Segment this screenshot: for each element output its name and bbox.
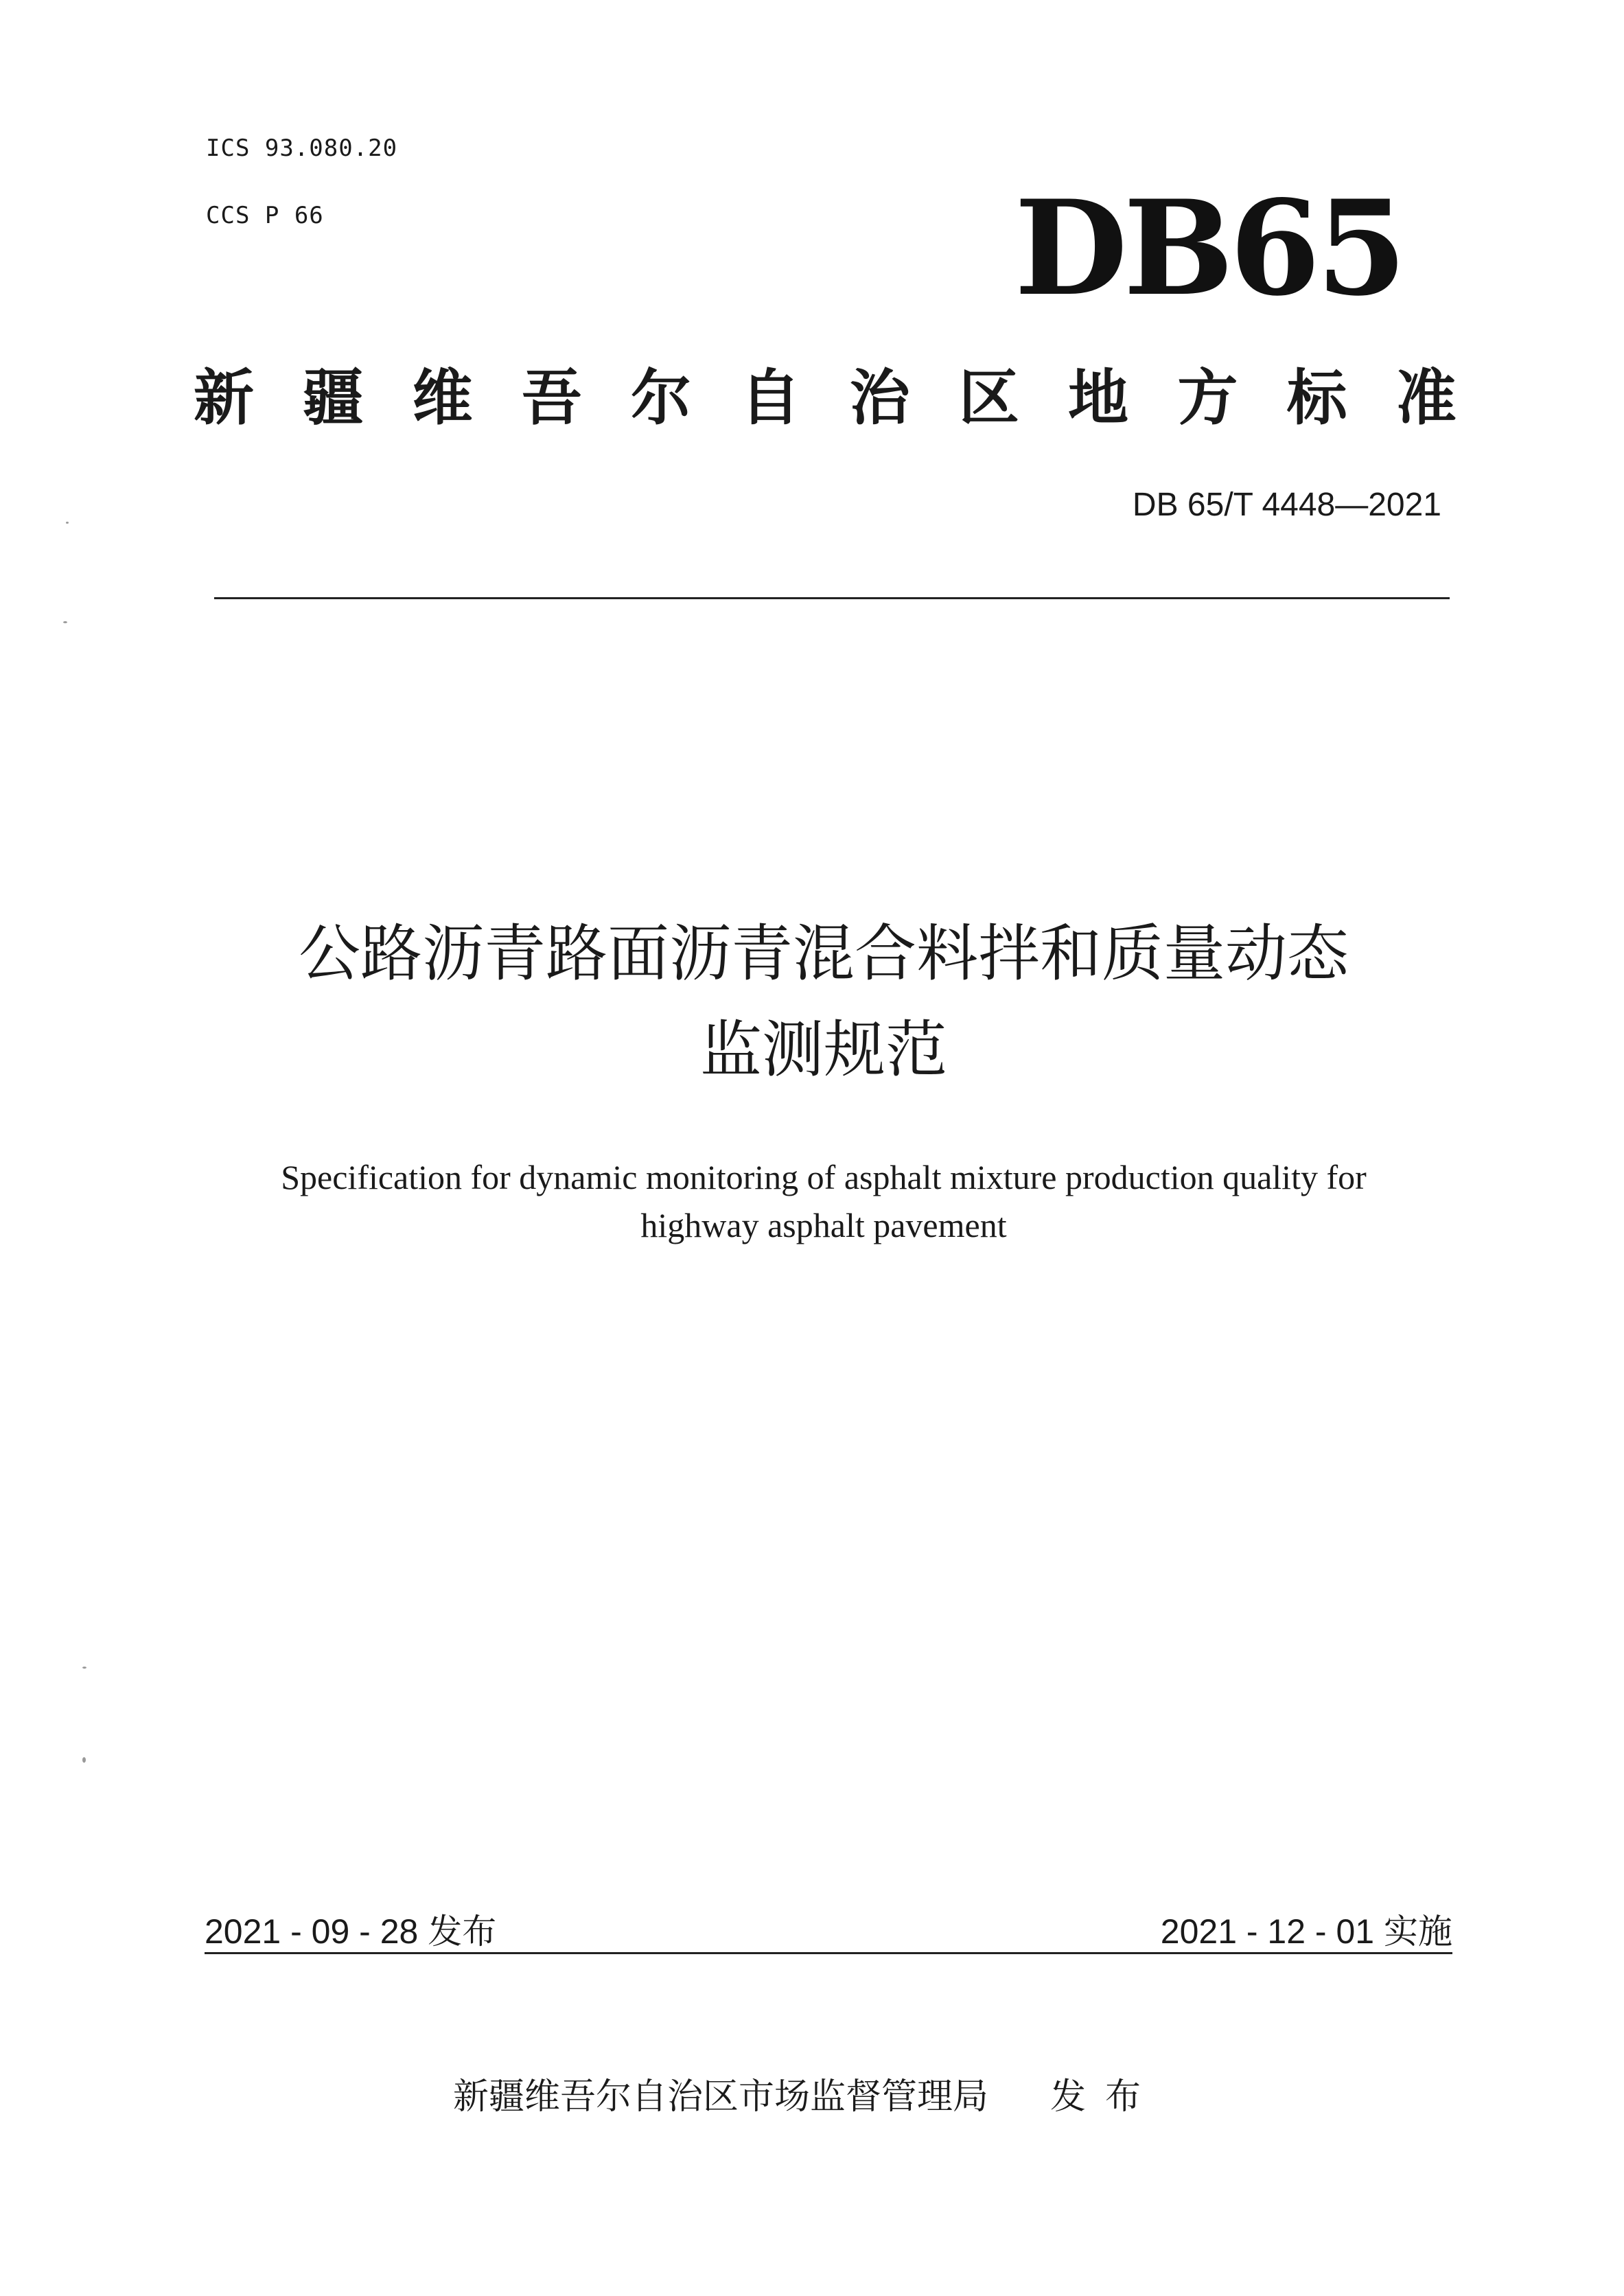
standard-type-char: 准 — [1395, 362, 1457, 433]
header-divider — [214, 597, 1450, 599]
standard-type-char: 地 — [1068, 362, 1129, 433]
publisher-suffix: 发布 — [1050, 2076, 1161, 2118]
title-chinese-line-1: 公路沥青路面沥青混合料拌和质量动态 — [299, 918, 1349, 990]
standard-type-char: 区 — [958, 362, 1019, 433]
title-chinese-line-2: 监测规范 — [700, 1014, 947, 1086]
title-english-line-2: highway asphalt pavement — [640, 1206, 1007, 1244]
scan-speck — [82, 1757, 86, 1763]
date-row — [205, 1910, 1452, 1964]
scan-speck — [82, 1667, 86, 1669]
standard-type-char: 维 — [412, 362, 473, 433]
standard-type-char: 治 — [849, 362, 910, 433]
implementation-date: 2021 - 12 - 01 实施 — [1160, 1912, 1452, 1951]
ics-code: ICS 93.080.20 — [206, 135, 398, 162]
scan-speck — [63, 621, 67, 623]
standard-type-char: 方 — [1177, 362, 1238, 433]
standard-type-char: 标 — [1286, 362, 1347, 433]
publisher-line — [453, 2073, 1160, 2121]
scan-speck — [66, 522, 69, 524]
issue-date: 2021 - 09 - 28 发布 — [205, 1912, 497, 1951]
standard-type-heading — [194, 357, 1457, 439]
standard-number: DB 65/T 4448—2021 — [1132, 487, 1441, 523]
standard-type-char: 新 — [194, 362, 255, 433]
standard-type-char: 自 — [740, 362, 801, 433]
db65-logo: DB65 — [1014, 172, 1403, 325]
standard-type-char: 尔 — [631, 362, 692, 433]
title-english — [206, 1153, 1441, 1249]
standard-type-char: 吾 — [521, 362, 582, 433]
standard-type-char: 疆 — [303, 362, 364, 433]
date-divider — [205, 1952, 1452, 1954]
title-english-line-1: Specification for dynamic monitoring of asphalt mixture production quality for — [281, 1158, 1367, 1196]
ccs-code: CCS P 66 — [206, 202, 324, 229]
publisher-name: 新疆维吾尔自治区市场监督管理局 — [453, 2076, 989, 2118]
title-chinese — [206, 906, 1441, 1098]
